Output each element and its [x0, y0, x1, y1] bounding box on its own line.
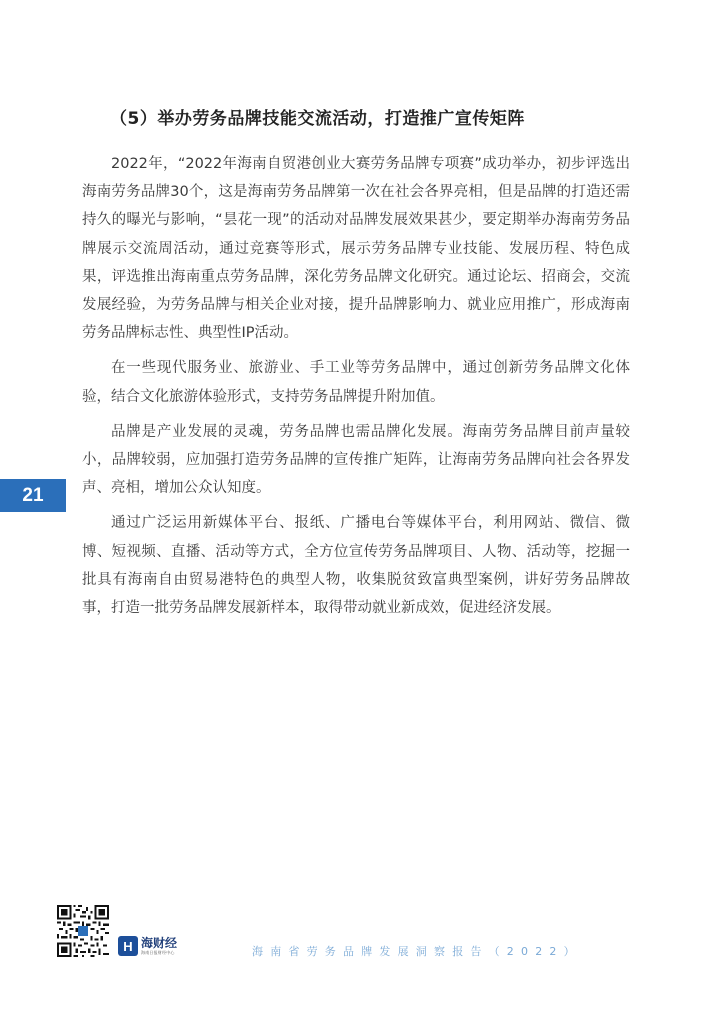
logo-subtitle: 海南日报财经中心 [141, 949, 175, 955]
body-text [82, 150, 630, 629]
logo-name: 海财经 [141, 935, 178, 950]
paragraph: 在一些现代服务业、旅游业、手工业等劳务品牌中，通过创新劳务品牌文化体验，结合文化旅游体验形式，支持劳务品牌提升附加值。 [82, 360, 630, 405]
section-heading: （5）举办劳务品牌技能交流活动，打造推广宣传矩阵 [110, 109, 525, 129]
footer-report-title: 海南省劳务品牌发展洞察报告（2022） [252, 945, 582, 958]
paragraph: 品牌是产业发展的灵魂，劳务品牌也需品牌化发展。海南劳务品牌目前声量较小，品牌较弱，应加强打造劳务品牌的宣传推广矩阵，让海南劳务品牌向社会各界发声、亮相，增加公众认知度。 [82, 423, 630, 497]
page-number: 21 [22, 484, 44, 506]
paragraph: 通过广泛运用新媒体平台、报纸、广播电台等媒体平台，利用网站、微信、微博、短视频、直播、活动等方式，全方位宣传劳务品牌项目、人物、活动等，挖掘一批具有海南自由贸易港特色的典型人物，收集脱贫致富典型案例，讲好劳务品牌故事，打造一批劳务品牌发展新样本，取得带动就业新成效，促进经济发展。 [82, 515, 630, 617]
logo-text [141, 937, 177, 956]
qr-code-icon [57, 905, 109, 957]
logo-mark-icon: H [118, 936, 138, 956]
brand-logo [118, 933, 196, 959]
paragraph: 2022年，“2022年海南自贸港创业大赛劳务品牌专项赛”成功举办，初步评选出海南劳务品牌30个，这是海南劳务品牌第一次在社会各界亮相，但是品牌的打造还需持久的曝光与影响，“昙花一现”的活动对品牌发展效果甚少，要定期举办海南劳务品牌展示交流周活动，通过竞赛等形式，展示劳务品牌专业技能、发展历程、特色成果，评选推出海南重点劳务品牌，深化劳务品牌文化研究。通过论坛、招商会，交流发展经验，为劳务品牌与相关企业对接，提升品牌影响力、就业应用推广，形成海南劳务品牌标志性、典型性IP活动。 [82, 156, 630, 342]
page-number-tab [0, 479, 66, 512]
